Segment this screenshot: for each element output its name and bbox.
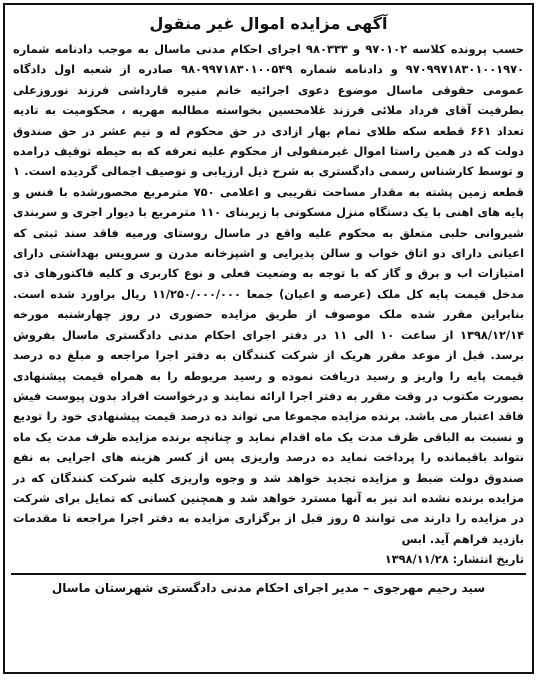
signature-line: سید رحیم مهرجوی – مدیر اجرای احکام مدنی دادگستری شهرستان ماسال (51, 581, 486, 596)
publication-date: تاریخ انتشار: ۱۳۹۸/۱۱/۲۸ (384, 552, 524, 567)
auction-notice (3, 3, 534, 674)
divider (11, 573, 526, 575)
notice-title: آگهی مزایده اموال غیر منقول (149, 14, 388, 33)
notice-body: حسب پرونده کلاسه ۹۷۰۱۰۲ و ۹۸۰۳۳۳ اجرای احکام مدنی ماسال به موجب دادنامه شماره ۹۷۰۹۹۷۱۸۳۰۱۰۰۱۹۷۰ و دادنامه شماره ۹۸۰۹۹۷۱۸۳۰۱۰۰۵۴۹ صادره از شعبه اول دادگاه عمومی حقوقی ماسال موضوع دعوی اجرائیه خانم منیره قارداشی فرزند نوروزعلی بطرفیت آقای فرداد ملائی فرزند غلامحسین بخواسته مطالبه مهریه ، محکومیت به تادیه تعداد ۶۶۱ قطعه سکه طلای تمام بهار ازادی در حق محکوم له و نیم عشر در حق صندوق دولت که در همین راستا اموال غیرمنقولی از محکوم علیه تعرفه که به حیطه توقیف درامده و توسط کارشناس رسمی دادگستری به شرح ذیل ارزیابی و توصیف اجمالی گردیده است. ۱ قطعه زمین پشته به مقدار مساحت تقریبی و اعلامی ۷۵۰ مترمربع محصورشده با فنس و پایه های اهنی با یک دستگاه منزل مسکونی با زیربنای ۱۱۰ مترمربع با دیوار اجری و سربندی شیروانی حلبی متعلق به محکوم علیه واقع در ماسال روستای ورمیه فاقد سند ثبتی که اعیانی دارای دو اتاق خواب و سالن پذیرایی و اشپزخانه مدرن و سرویس بهداشتی دارای امتیازات اب و برق و گاز که با توجه به وضعیت فعلی و نوع کاربری و کلیه فاکتورهای ذی مدخل قیمت پایه کل ملک (عرصه و اعیان) جمعا ۱۱/۲۵۰/۰۰۰/۰۰۰ ریال براورد شده است. بنابراین مقرر شده ملک موصوف از طریق مزایده حضوری در روز چهارشنبه مورخه ۱۳۹۸/۱۲/۱۴ از ساعت ۱۰ الی ۱۱ در دفتر اجرای احکام مدنی دادگستری ماسال بفروش برسد. قبل از موعد مقرر هریک از شرکت کنندگان به دفتر اجرا مراجعه و مبلغ ده درصد قیمت پایه را واریز و رسید دریافت نموده و رسید مربوطه را به همراه قیمت پیشنهادی بصورت مکتوب در وقت مقرر به دفتر اجرا ارائه نمایند و درخواست افراد بدون پیوست فیش فاقد اعتبار می باشد. برنده مزایده مجموعا می تواند ده درصد قیمت پیشنهادی خود را تودیع و نسبت به الباقی ظرف مدت یک ماه اقدام نماید و چنانچه برنده مزایده ظرف مدت یک ماه نتواند باقیمانده را پرداخت نماید ده درصد واریزی پس از کسر هزینه های اجرایی به نفع صندوق دولت ضبط و مزایده تجدید خواهد شد و وجوه واریزی کلیه شرکت کنندگان که در مزایده برنده نشده اند نیز به آنها مسترد خواهد شد و همچنین کسانی که تمایل برای شرکت در مزایده را دارند می توانند ۵ روز قبل از برگزاری مزایده به دفتر اجرا مراجعه تا مقدمات بازدید فراهم آید. ابس (13, 42, 524, 546)
